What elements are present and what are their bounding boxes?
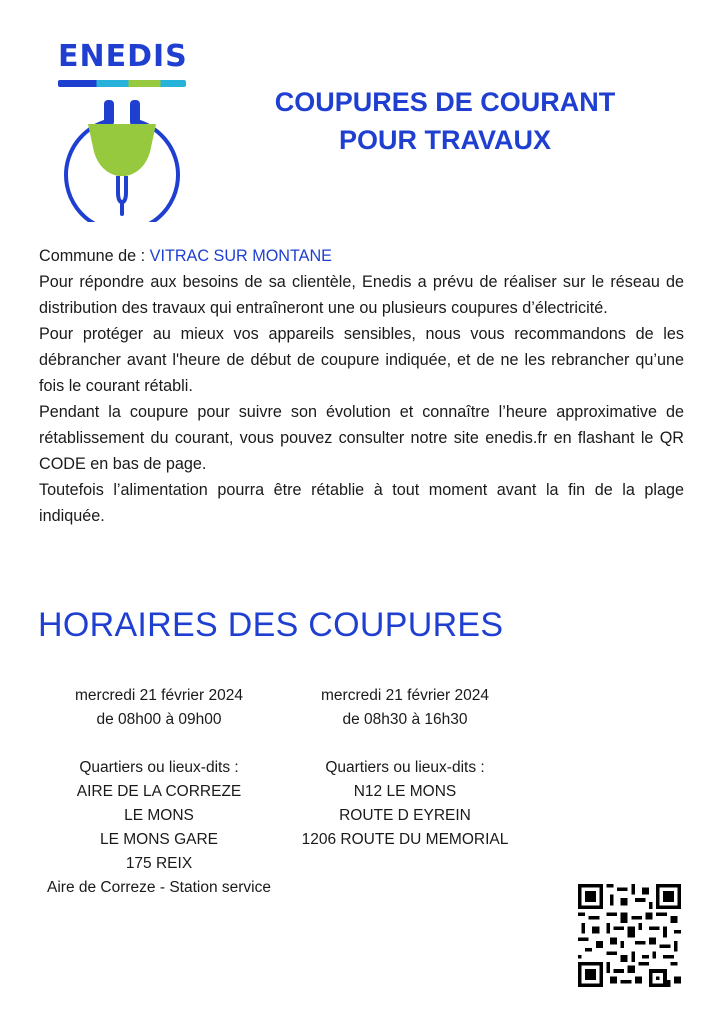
schedule-title: HORAIRES DES COUPURES	[38, 606, 504, 644]
place-item: ROUTE D EYREIN	[339, 807, 471, 824]
spacer	[30, 732, 288, 756]
notice-paragraph: Pour répondre aux besoins de sa clientèle, Enedis a prévu de réaliser sur le réseau de distribution des travaux qui entraîneront une ou plusieurs coupures d’électricité.	[39, 273, 684, 317]
place-item: 175 REIX	[125, 855, 193, 872]
spacer	[280, 732, 530, 756]
place-item: LE MONS GARE	[100, 831, 218, 848]
notice-text	[39, 243, 684, 529]
logo-wordmark: ENEDIS	[58, 39, 188, 74]
commune-line	[39, 243, 684, 269]
qr-code-icon[interactable]	[578, 884, 681, 987]
place-item: 1206 ROUTE DU MEMORIAL	[301, 831, 509, 848]
place-item: Aire de Correze - Station service	[47, 879, 271, 896]
outage-date: mercredi 21 février 2024	[321, 687, 489, 704]
outage-date: mercredi 21 février 2024	[75, 687, 243, 704]
places-label: Quartiers ou lieux-dits :	[79, 759, 239, 776]
places-label: Quartiers ou lieux-dits :	[325, 759, 485, 776]
outage-block	[280, 684, 530, 852]
logo-stripe	[58, 80, 186, 87]
place-item: LE MONS	[124, 807, 194, 824]
place-item: N12 LE MONS	[353, 783, 457, 800]
title-line-1: COUPURES DE COURANT	[274, 87, 616, 117]
enedis-logo	[52, 38, 192, 223]
outage-block	[30, 684, 288, 900]
place-item: AIRE DE LA CORREZE	[76, 783, 242, 800]
notice-paragraph: Pendant la coupure pour suivre son évolution et connaître l’heure approximative de rétablissement du courant, vous pouvez consulter notre site enedis.fr en flashant le QR CODE en bas de page.	[39, 403, 684, 473]
notice-paragraph: Toutefois l’alimentation pourra être rétablie à tout moment avant la fin de la plage indiquée.	[39, 481, 684, 525]
commune-label: Commune de :	[39, 247, 150, 265]
outage-time: de 08h30 à 16h30	[342, 711, 468, 728]
commune-value: VITRAC SUR MONTANE	[149, 247, 332, 265]
page-title	[250, 83, 640, 159]
plug-icon	[52, 90, 192, 222]
title-line-2: POUR TRAVAUX	[338, 125, 551, 155]
notice-paragraph: Pour protéger au mieux vos appareils sensibles, nous vous recommandons de les débrancher avant l'heure de début de coupure indiquée, et de ne les rebrancher qu’une fois le courant rétabli.	[39, 325, 684, 395]
outage-time: de 08h00 à 09h00	[96, 711, 222, 728]
